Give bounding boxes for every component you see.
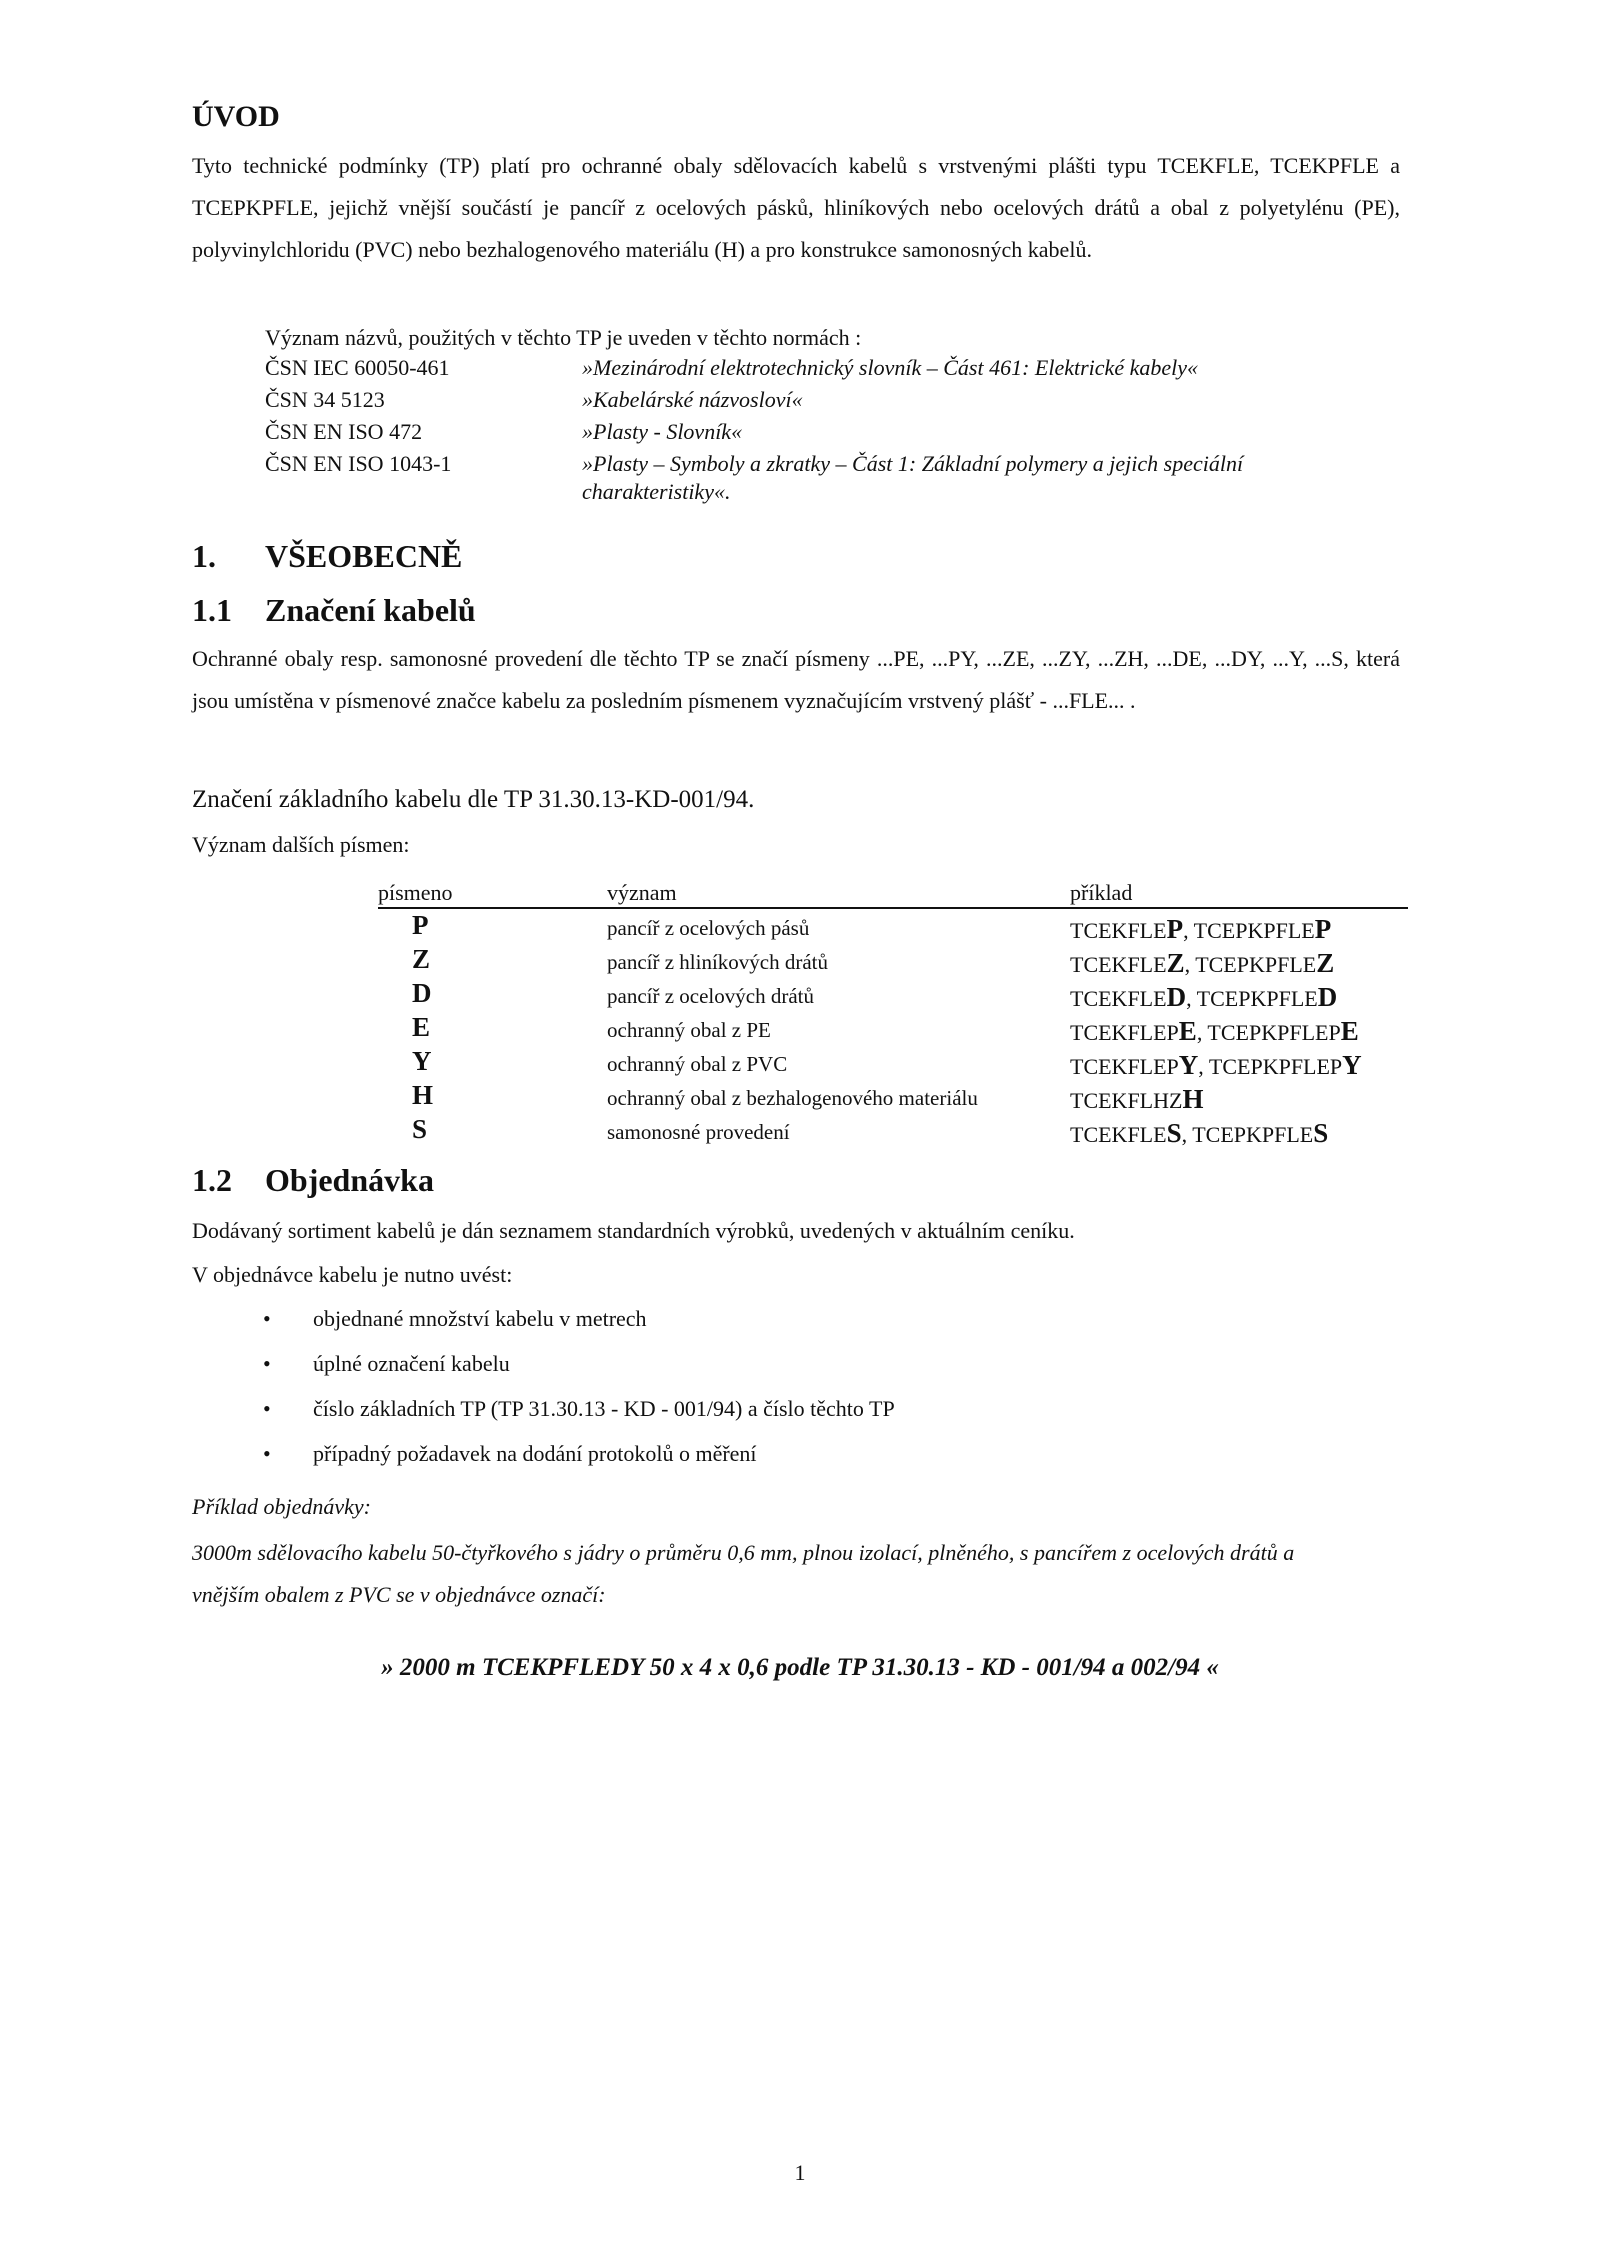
table-cell-meaning: pancíř z ocelových pásů (607, 916, 810, 940)
example-suffix: S (1313, 1118, 1329, 1148)
norm-code: ČSN 34 5123 (265, 387, 385, 412)
table-row (378, 1080, 1408, 1114)
order-bullet-item: úplné označení kabelu (313, 1351, 510, 1376)
table-cell-letter: Z (412, 944, 431, 974)
example-separator: , (1181, 1122, 1193, 1147)
bullet-icon: • (263, 1351, 271, 1376)
example-suffix: H (1182, 1084, 1204, 1114)
order-bullet-item: případný požadavek na dodání protokolů o měření (313, 1441, 757, 1466)
table-cell-example (1070, 982, 1337, 1013)
example-base: TCEKFLE (1070, 918, 1167, 943)
table-header-example: příklad (1070, 880, 1133, 905)
page-number: 1 (794, 2160, 806, 2185)
section-1-1-title: Značení kabelů (265, 592, 476, 628)
example-base: TCEPKPFLE (1192, 1122, 1314, 1147)
norm-code: ČSN IEC 60050-461 (265, 355, 450, 380)
section-1-1-number: 1.1 (192, 592, 232, 628)
example-suffix: Z (1166, 948, 1185, 978)
example-label: Příklad objednávky: (192, 1494, 371, 1519)
section-1-number: 1. (192, 538, 216, 574)
table-row (378, 1114, 1408, 1148)
table-cell-example (1070, 1016, 1359, 1047)
example-suffix: Z (1316, 948, 1335, 978)
table-row (378, 944, 1408, 978)
example-base: TCEKFLE (1070, 952, 1167, 977)
order-line-2: V objednávce kabelu je nutno uvést: (192, 1262, 513, 1287)
section-1-title: VŠEOBECNĚ (265, 538, 463, 574)
order-example-result: » 2000 m TCEKPFLEDY 50 x 4 x 0,6 podle TP 31.30.13 - KD - 001/94 a 002/94 « (381, 1654, 1219, 1681)
example-separator: , (1196, 1020, 1208, 1045)
table-cell-letter: Y (412, 1046, 432, 1076)
table-header-meaning: význam (607, 880, 677, 905)
order-bullet-item: objednané množství kabelu v metrech (313, 1306, 647, 1331)
order-bullet-item: číslo základních TP (TP 31.30.13 - KD - 001/94) a číslo těchto TP (313, 1396, 895, 1421)
norm-title: »Plasty - Slovník« (582, 419, 743, 444)
intro-paragraph: Tyto technické podmínky (TP) platí pro ochranné obaly sdělovacích kabelů s vrstvenými plášti typu TCEKFLE, TCEKPFLE a TCEPKPFLE, jejichž vnější součástí je pancíř z ocelových pásků, hliníkových nebo ocelových drátů a obal z polyetylénu (PE), polyvinylchloridu (PVC) nebo bezhalogenového materiálu (H) a pro konstrukce samonosných kabelů. (192, 153, 1400, 262)
table-row (378, 1012, 1408, 1046)
example-base: TCEKFLEP (1070, 1020, 1179, 1045)
table-cell-letter: P (412, 910, 429, 940)
table-cell-letter: H (412, 1080, 434, 1110)
table-row (378, 910, 1408, 944)
order-line-1: Dodávaný sortiment kabelů je dán seznamem standardních výrobků, uvedených v aktuálním ceníku. (192, 1218, 1075, 1243)
example-separator: , (1198, 1054, 1209, 1079)
example-base: TCEKFLHZ (1070, 1088, 1183, 1113)
table-header-letter: písmeno (378, 880, 453, 905)
table-cell-meaning: pancíř z ocelových drátů (607, 984, 814, 1008)
table-cell-letter: E (412, 1012, 431, 1042)
example-base: TCEPKPFLEP (1208, 1054, 1343, 1079)
example-suffix: D (1166, 982, 1187, 1012)
intro-heading: ÚVOD (192, 100, 280, 133)
bullet-icon: • (263, 1396, 271, 1421)
example-base: TCEPKPFLE (1196, 986, 1318, 1011)
bullet-icon: • (263, 1306, 271, 1331)
norm-title: »Plasty – Symboly a zkratky – Část 1: Základní polymery a jejich speciální charakteristiky«. (582, 451, 1244, 504)
table-cell-meaning: ochranný obal z PVC (607, 1052, 788, 1076)
norm-title: »Mezinárodní elektrotechnický slovník – Část 461: Elektrické kabely« (582, 355, 1198, 380)
table-cell-meaning: samonosné provedení (607, 1120, 790, 1144)
norms-intro: Význam názvů, použitých v těchto TP je uveden v těchto normách : (265, 325, 862, 350)
table-cell-example (1070, 1084, 1203, 1115)
table-row (378, 1046, 1408, 1080)
table-cell-meaning: pancíř z hliníkových drátů (607, 950, 829, 974)
example-base: TCEPKPFLE (1193, 918, 1315, 943)
example-base: TCEKFLE (1070, 986, 1167, 1011)
example-suffix: Y (1178, 1050, 1199, 1080)
basic-marking-note: Značení základního kabelu dle TP 31.30.13-KD-001/94. (192, 786, 755, 813)
table-cell-example (1070, 914, 1331, 945)
table-cell-letter: D (412, 978, 432, 1008)
table-cell-meaning: ochranný obal z PE (607, 1018, 771, 1042)
example-base: TCEKFLE (1070, 1122, 1167, 1147)
example-text: 3000m sdělovacího kabelu 50-čtyřkového s jádry o průměru 0,6 mm, plnou izolací, plněného, s pancířem z ocelových drátů a vnějším obalem z PVC se v objednávce označí: (192, 1540, 1295, 1607)
table-cell-example (1070, 1118, 1328, 1149)
example-suffix: P (1314, 914, 1332, 944)
example-suffix: Y (1342, 1050, 1362, 1080)
example-suffix: D (1317, 982, 1338, 1012)
table-cell-example (1070, 948, 1334, 979)
marking-paragraph: Ochranné obaly resp. samonosné provedení dle těchto TP se značí písmeny ...PE, ...PY, ...ZE, ...ZY, ...ZH, ...DE, ...DY, ...Y, ...S, která jsou umístěna v písmenové značce kabelu za posledním písmenem vyznačujícím vrstvený plášť - ...FLE... . (192, 646, 1400, 713)
norm-code: ČSN EN ISO 472 (265, 419, 423, 444)
example-suffix: P (1166, 914, 1184, 944)
example-separator: , (1184, 952, 1196, 977)
norm-code: ČSN EN ISO 1043-1 (265, 451, 452, 476)
table-cell-meaning: ochranný obal z bezhalogenového materiálu (607, 1086, 978, 1110)
example-base: TCEPKPFLEP (1207, 1020, 1341, 1045)
section-1-2-title: Objednávka (265, 1162, 434, 1198)
table-cell-example (1070, 1050, 1362, 1081)
example-separator: , (1183, 918, 1194, 943)
norm-title: »Kabelárské názvosloví« (582, 387, 803, 412)
example-base: TCEPKPFLE (1195, 952, 1317, 977)
example-suffix: E (1178, 1016, 1197, 1046)
example-separator: , (1186, 986, 1197, 1011)
bullet-icon: • (263, 1441, 271, 1466)
table-header-rule (378, 907, 1408, 909)
example-base: TCEKFLEP (1070, 1054, 1179, 1079)
example-suffix: S (1166, 1118, 1182, 1148)
meaning-intro: Význam dalších písmen: (192, 832, 410, 857)
example-suffix: E (1340, 1016, 1359, 1046)
section-1-2-number: 1.2 (192, 1162, 232, 1198)
table-cell-letter: S (412, 1114, 428, 1144)
table-row (378, 978, 1408, 1012)
